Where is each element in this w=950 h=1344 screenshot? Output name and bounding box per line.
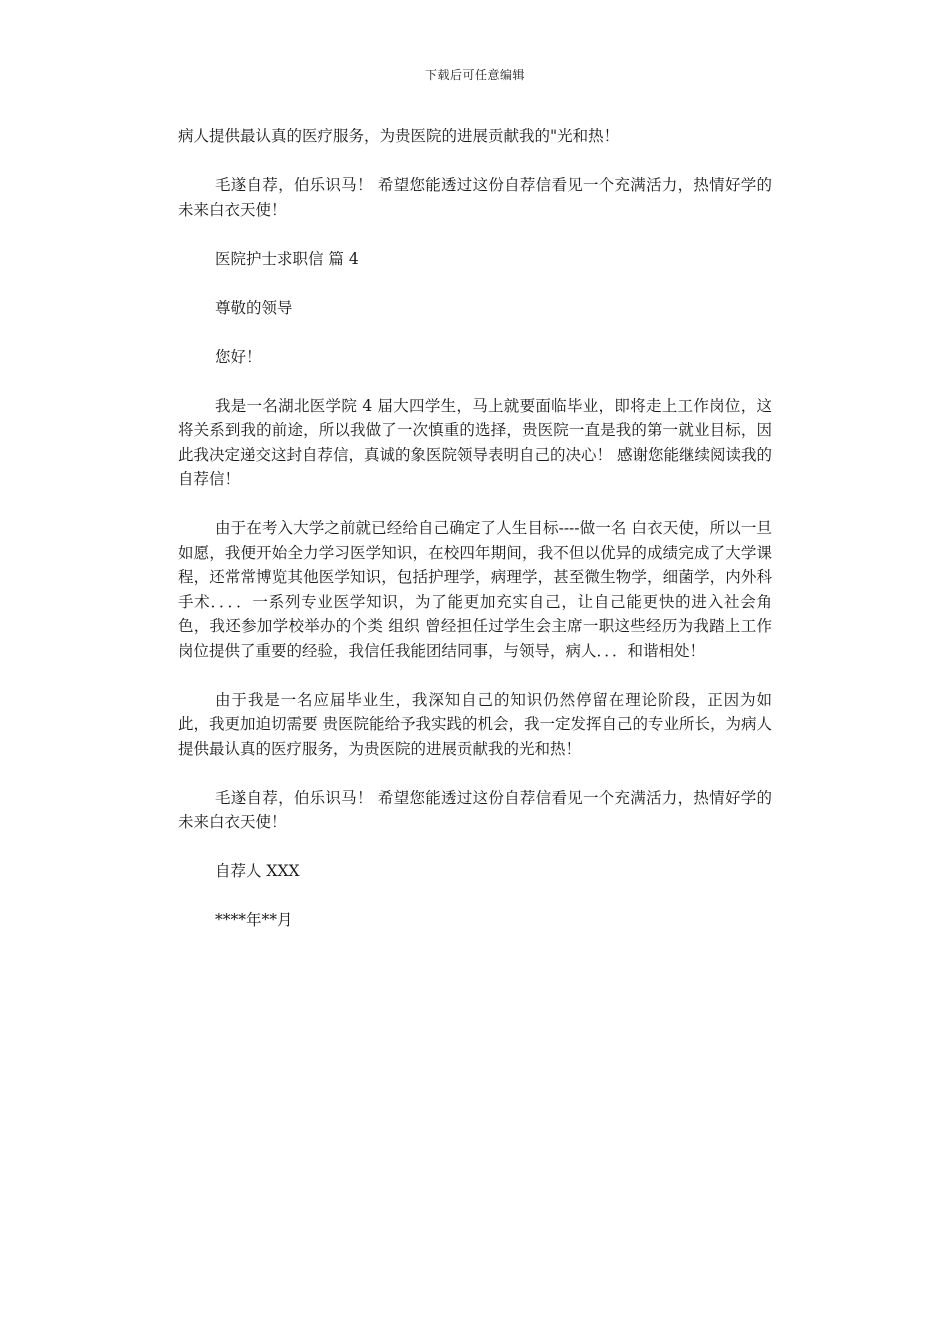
date: ****年**月 bbox=[215, 911, 293, 929]
continued-paragraph: 病人提供最认真的医疗服务，为贵医院的进展贡献我的"光和热！ bbox=[178, 127, 620, 145]
intro-paragraph: 我是一名湖北医学院 4 届大四学生，马上就要面临毕业，即将走上工作岗位，这将关系到我的前途，所以我做了一次慎重的选择，贵医院一直是我的第一就业目标，因此我决定递交这封自荐信，真诚的象医院领导表明自己的决心！ 感谢您能继续阅读我的自荐信！ bbox=[178, 396, 772, 488]
study-paragraph: 由于在考入大学之前就已经给自己确定了人生目标----做一名 白衣天使，所以一旦如愿，我便开始全力学习医学知识，在校四年期间，我不但以优异的成绩完成了大学课程，还常常博览其他医学知识，包括护理学，病理学，甚至微生物学，细菌学，内外科手术．．．．一系列专业医学知识，为了能更加充实自己，让自己能更快的进入社会角色，我还参加学校举办的个类 组织 曾经担任过学生会主席一职这些经历为我踏上工作岗位提供了重要的经验，我信任我能团结同事，与领导，病人．．．和谐相处！ bbox=[178, 519, 772, 660]
closing-paragraph: 毛遂自荐，伯乐识马！ 希望您能透过这份自荐信看见一个充满活力，热情好学的未来白衣天使！ bbox=[178, 176, 772, 219]
letter-body bbox=[178, 124, 772, 957]
salutation: 尊敬的领导 bbox=[215, 298, 293, 317]
section-title: 医院护士求职信 篇 4 bbox=[215, 249, 359, 268]
closing-paragraph: 毛遂自荐，伯乐识马！ 希望您能透过这份自荐信看见一个充满活力，热情好学的未来白衣天使！ bbox=[178, 788, 772, 831]
page-header: 下载后可任意编辑 bbox=[424, 68, 525, 82]
motivation-paragraph: 由于我是一名应届毕业生，我深知自己的知识仍然停留在理论阶段，正因为如此，我更加迫切需要 贵医院能给予我实践的机会，我一定发挥自己的专业所长，为病人提供最认真的医疗服务，为贵医院的进展贡献我的光和热！ bbox=[178, 690, 772, 758]
signature: 自荐人 XXX bbox=[215, 862, 300, 880]
greeting: 您好！ bbox=[215, 347, 262, 366]
